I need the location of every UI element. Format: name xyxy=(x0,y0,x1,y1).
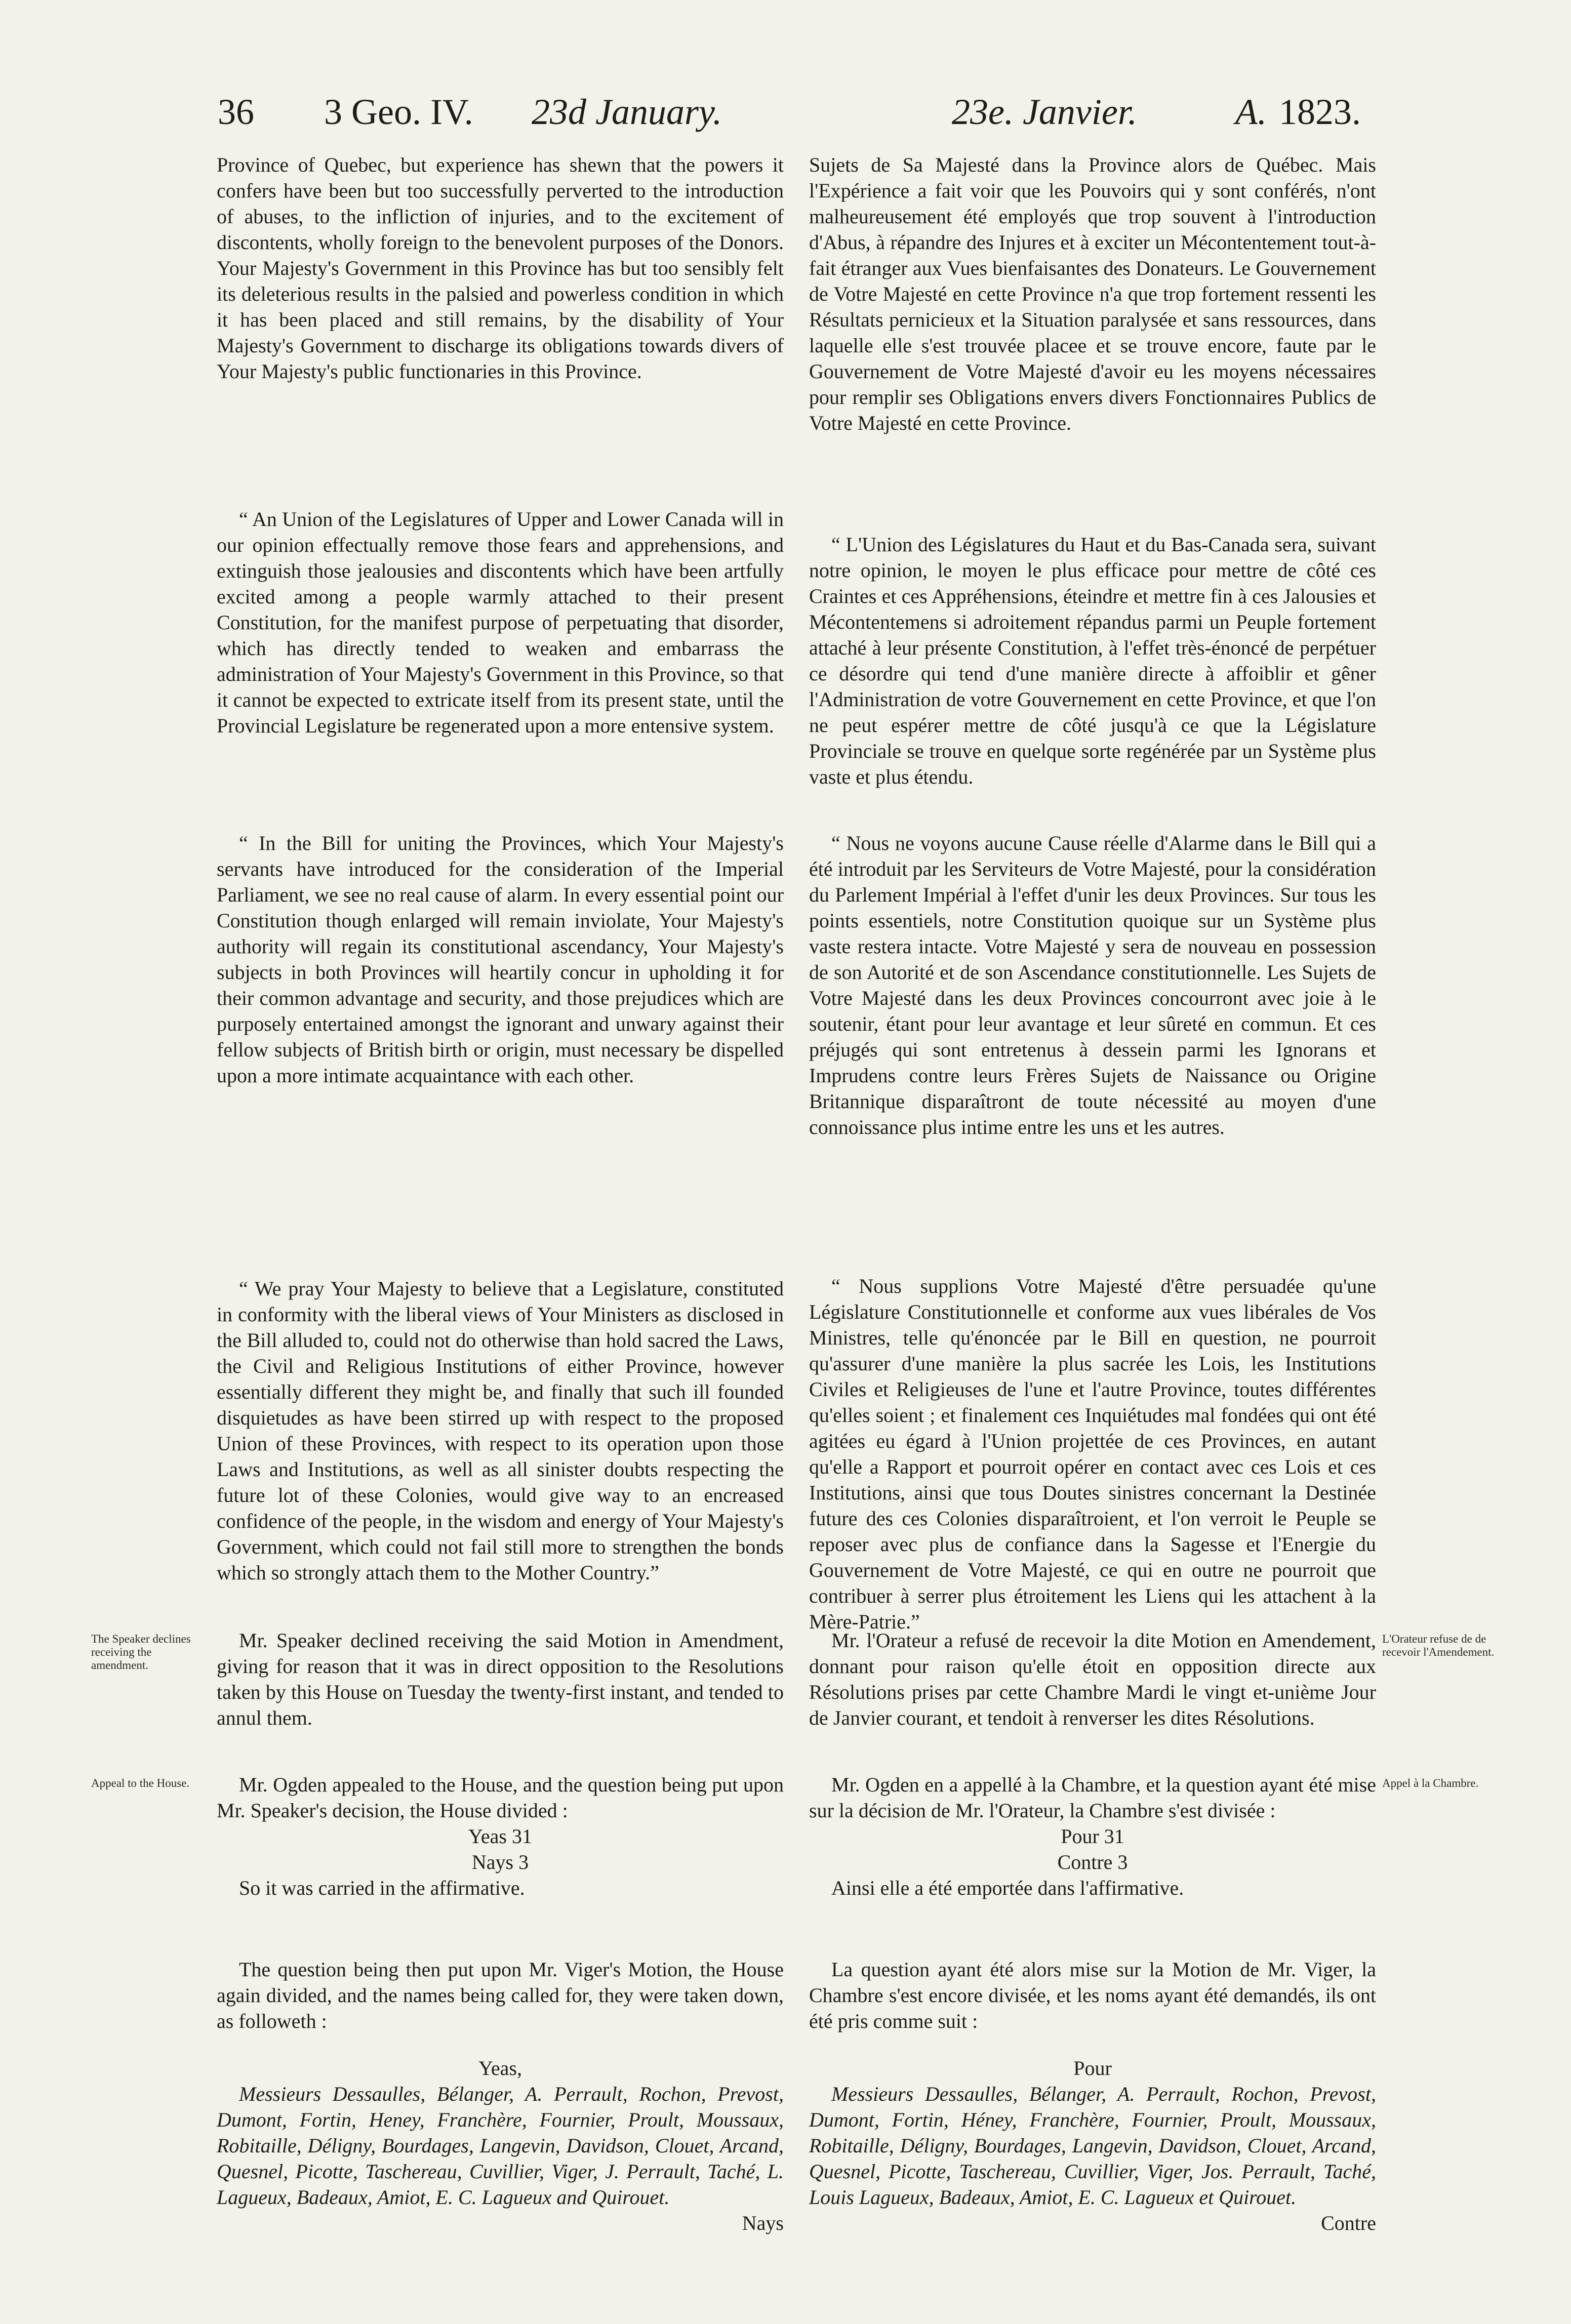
date-french: 23e. Janvier. xyxy=(952,92,1137,132)
pour-names: Messieurs Dessaulles, Bélanger, A. Perrault, Rochon, Prevost, Dumont, Fortin, Héney, Franchère, Fournier, Proult, Moussaux, Robitaille, Déligny, Bourdages, Langevin, Davidson, Clouet, Arcand, Quesnel, Picotte, Taschereau, Cuvillier, Viger, Jos. Perrault, Taché, Louis Lagueux, Badeaux, Amiot, E. C. Lagueux et Quirouet. xyxy=(809,2083,1376,2209)
french-para-1 xyxy=(809,152,1376,436)
carried-french: Ainsi elle a été emportée dans l'affirmative. xyxy=(831,1877,1184,1899)
french-para-4 xyxy=(809,1273,1376,1635)
french-para-3-text: “ Nous ne voyons aucune Cause réelle d'Alarme dans le Bill qui a été introduit par les Serviteurs de Votre Majesté, pour la considération du Parlement Impérial à l'effet d'unir les deux Provinces. Sur tous les points essentiels, notre Constitution quoique sur un Système plus vaste restera intacte. Votre Majesté y sera de nouveau en possession de son Autorité et de son Ascendance constitutionnelle. Les Sujets de Votre Majesté dans les deux Provinces concourront avec joie à le soutenir, étant pour leur avantage et leur sûreté en commun. Et ces préjugés qui sont entretenus à dessein parmi les Ignorans et Imprudens contre leurs Frères Sujets de Naissance ou Origine Britannique disparaîtront de toute nécessité au moyen d'une connoissance plus intime entre les uns et les autres. xyxy=(809,832,1376,1138)
french-para-7-text: La question ayant été alors mise sur la Motion de Mr. Viger, la Chambre s'est encore divisée, et les noms ayant été demandés, ils ont été pris comme suit : xyxy=(809,1958,1376,2032)
yeas-names: Messieurs Dessaulles, Bélanger, A. Perrault, Rochon, Prevost, Dumont, Fortin, Heney, Franchère, Fournier, Proult, Moussaux, Robitaille, Déligny, Bourdages, Langevin, Davidson, Clouet, Arcand, Quesnel, Picotte, Taschereau, Cuvillier, Viger, J. Perrault, Taché, L. Lagueux, Badeaux, Amiot, E. C. Lagueux and Quirouet. xyxy=(217,2083,784,2209)
year xyxy=(1235,91,1361,133)
english-para-7 xyxy=(217,1956,784,2034)
english-para-7-text: The question being then put upon Mr. Viger's Motion, the House again divided, and the names being called for, they were taken down, as followeth : xyxy=(217,1958,784,2032)
pour-count: Pour 31 xyxy=(1061,1825,1124,1848)
margin-note-speaker-fr: L'Orateur refuse de de recevoir l'Amendement. xyxy=(1382,1633,1495,1658)
french-para-1-text: Sujets de Sa Majesté dans la Province alors de Québec. Mais l'Expérience a fait voir que les Pouvoirs qui y sont conférés, n'ont malheureusement été employés que trop souvent à l'introduction d'Abus, à répandre des Injures et à exciter un Mécontentement tout-à-fait étranger aux Vues bienfaisantes des Donateurs. Le Gouvernement de Votre Majesté en cette Province n'a que trop fortement ressenti les Résultats pernicieux et la Situation paralysée et sans ressources, dans laquelle elle s'est trouvée placee et se trouve encore, faute par le Gouvernement de Votre Majesté d'avoir eu les moyens nécessaires pour remplir ses Obligations envers divers Fonctionnaires Publics de Votre Majesté en cette Province. xyxy=(809,153,1376,434)
french-para-6 xyxy=(809,1772,1376,1901)
contre-count: Contre 3 xyxy=(1057,1851,1128,1873)
french-para-5-text: Mr. l'Orateur a refusé de recevoir la dite Motion en Amendement, donnant pour raison qu'elle étoit en opposition directe aux Résolutions prises par cette Chambre Mardi le vingt et-unième Jour de Janvier courant, et tendoit à renverser les dites Résolutions. xyxy=(809,1629,1376,1729)
yeas-heading: Yeas, xyxy=(478,2057,522,2080)
english-para-6-text: Mr. Ogden appealed to the House, and the question being put upon Mr. Speaker's decision, the House divided : xyxy=(217,1773,784,1822)
date-english: 23d January. xyxy=(532,92,722,132)
margin-note-appeal-en: Appeal to the House. xyxy=(91,1777,190,1789)
english-para-2 xyxy=(217,506,784,739)
english-para-4-text: “ We pray Your Majesty to believe that a Legislature, constituted in conformity with the liberal views of Your Ministers as disclosed in the Bill alluded to, could not do otherwise than hold sacred the Laws, the Civil and Religious Institutions of either Province, however essentially different they might be, and finally that such ill founded disquietudes as have been stirred up with respect to the proposed Union of these Provinces, with respect to its operation upon those Laws and Institutions, as well as all sinister doubts respecting the future lot of these Colonies, would give way to an encreased confidence of the people, in the wisdom and energy of Your Majesty's Government, which could not fail still more to strengthen the bonds which so strongly attach them to the Mother Country.” xyxy=(217,1277,784,1584)
french-para-6-text: Mr. Ogden en a appellé à la Chambre, et la question ayant été mise sur la décision de Mr. l'Orateur, la Chambre s'est divisée : xyxy=(809,1773,1376,1822)
english-division-list xyxy=(217,2055,784,2236)
year-prefix: A. xyxy=(1235,92,1267,132)
english-para-5-text: Mr. Speaker declined receiving the said Motion in Amendment, giving for reason that it was in direct opposition to the Resolutions taken by this House on Tuesday the twenty-first instant, and tended to annul them. xyxy=(217,1629,784,1729)
english-para-1 xyxy=(217,152,784,384)
english-para-4 xyxy=(217,1276,784,1585)
nays-catchword: Nays xyxy=(742,2212,784,2234)
french-para-7 xyxy=(809,1956,1376,2034)
french-para-3 xyxy=(809,830,1376,1140)
reign-year: 3 Geo. IV. xyxy=(324,92,473,132)
english-para-3-text: “ In the Bill for uniting the Provinces, which Your Majesty's servants have introduced for the consideration of the Imperial Parliament, we see no real cause of alarm. In every essential point our Constitution though enlarged will remain inviolate, Your Majesty's authority will regain its constitutional ascendancy, Your Majesty's subjects in both Provinces will heartily concur in upholding it for their common advantage and security, and those prejudices which are purposely entertained amongst the ignorant and unwary against their fellow subjects of British birth or origin, must necessary be dispelled upon a more intimate acquaintance with each other. xyxy=(217,832,784,1087)
english-para-6 xyxy=(217,1772,784,1901)
nays-count: Nays 3 xyxy=(471,1851,529,1873)
french-para-2-text: “ L'Union des Législatures du Haut et du Bas-Canada sera, suivant notre opinion, le moyen le plus efficace pour mettre de côté ces Craintes et ces Appréhensions, éteindre et mettre fin à ces Jalousies et Mécontentemens si adroitement répandus parmi un Peuple fortement attaché à leur présente Constitution, à l'effet très-énoncé de perpétuer ce désordre qui tend d'une manière directe à affoiblir et gêner l'Administration de votre Gouvernement en cette Province, et que l'on ne peut espérer mettre de côté jusqu'à ce que la Législature Provinciale se trouve en quelque sorte regénérée par un Système plus vaste et plus étendu. xyxy=(809,533,1376,788)
english-para-2-text: “ An Union of the Legislatures of Upper and Lower Canada will in our opinion effectually remove those fears and apprehensions, and extinguish those jealousies and discontents which have been artfully excited among a people warmly attached to their present Constitution, for the manifest purpose of perpetuating that disorder, which has directly tended to weaken and embarrass the administration of Your Majesty's Government in this Province, so that it cannot be expected to extricate itself from its present state, until the Provincial Legislature be regenerated upon a more entensive system. xyxy=(217,508,784,737)
margin-note-appeal-fr: Appel à la Chambre. xyxy=(1382,1777,1479,1789)
french-para-5 xyxy=(809,1627,1376,1731)
running-head xyxy=(0,91,1571,147)
english-para-5 xyxy=(217,1627,784,1731)
year-value: 1823. xyxy=(1278,92,1361,132)
contre-catchword: Contre xyxy=(1321,2212,1376,2234)
french-para-4-text: “ Nous supplions Votre Majesté d'être persuadée qu'une Législature Constitutionnelle et conforme aux vues libérales de Vos Ministres, telle qu'énoncée par le Bill en question, ne pourroit qu'assurer d'une manière la plus sacrée les Lois, les Institutions Civiles et Religieuses de l'une et l'autre Province, toutes différentes qu'elles soient ; et finalement ces Inquiétudes mal fondées qui ont été agitées eu égard à l'Union projettée de ces Provinces, en autant qu'elle a Rapport et pourroit opérer en contact avec ces Lois et ces Institutions, ainsi que tous Doutes sinistres concernant la Destinée future des ces Colonies disparaîtroient, et l'on verroit le Peuple se reposer avec plus de confiance dans la Sagesse et l'Energie du Gouvernement de Votre Majesté, ce qui en outre ne pourroit que contribuer à serrer plus étroitement les Liens qui les attachent à la Mère-Patrie.” xyxy=(809,1275,1376,1633)
french-para-2 xyxy=(809,532,1376,790)
english-para-3 xyxy=(217,830,784,1088)
english-para-1-text: Province of Quebec, but experience has shewn that the powers it confers have been but too successfully perverted to the introduction of abuses, to the infliction of injuries, and to the excitement of discontents, wholly foreign to the benevolent purposes of the Donors. Your Majesty's Government in this Province has but too sensibly felt its deleterious results in the palsied and powerless condition in which it has been placed and still remains, by the disability of Your Majesty's Government to discharge its obligations towards divers of Your Majesty's public functionaries in this Province. xyxy=(217,153,784,383)
pour-heading: Pour xyxy=(1073,2057,1112,2080)
french-division-list xyxy=(809,2055,1376,2236)
page-number: 36 xyxy=(218,92,254,132)
yeas-count: Yeas 31 xyxy=(468,1825,532,1848)
margin-note-speaker-en: The Speaker declines receiving the amendment. xyxy=(91,1633,191,1671)
carried-english: So it was carried in the affirmative. xyxy=(239,1877,525,1899)
